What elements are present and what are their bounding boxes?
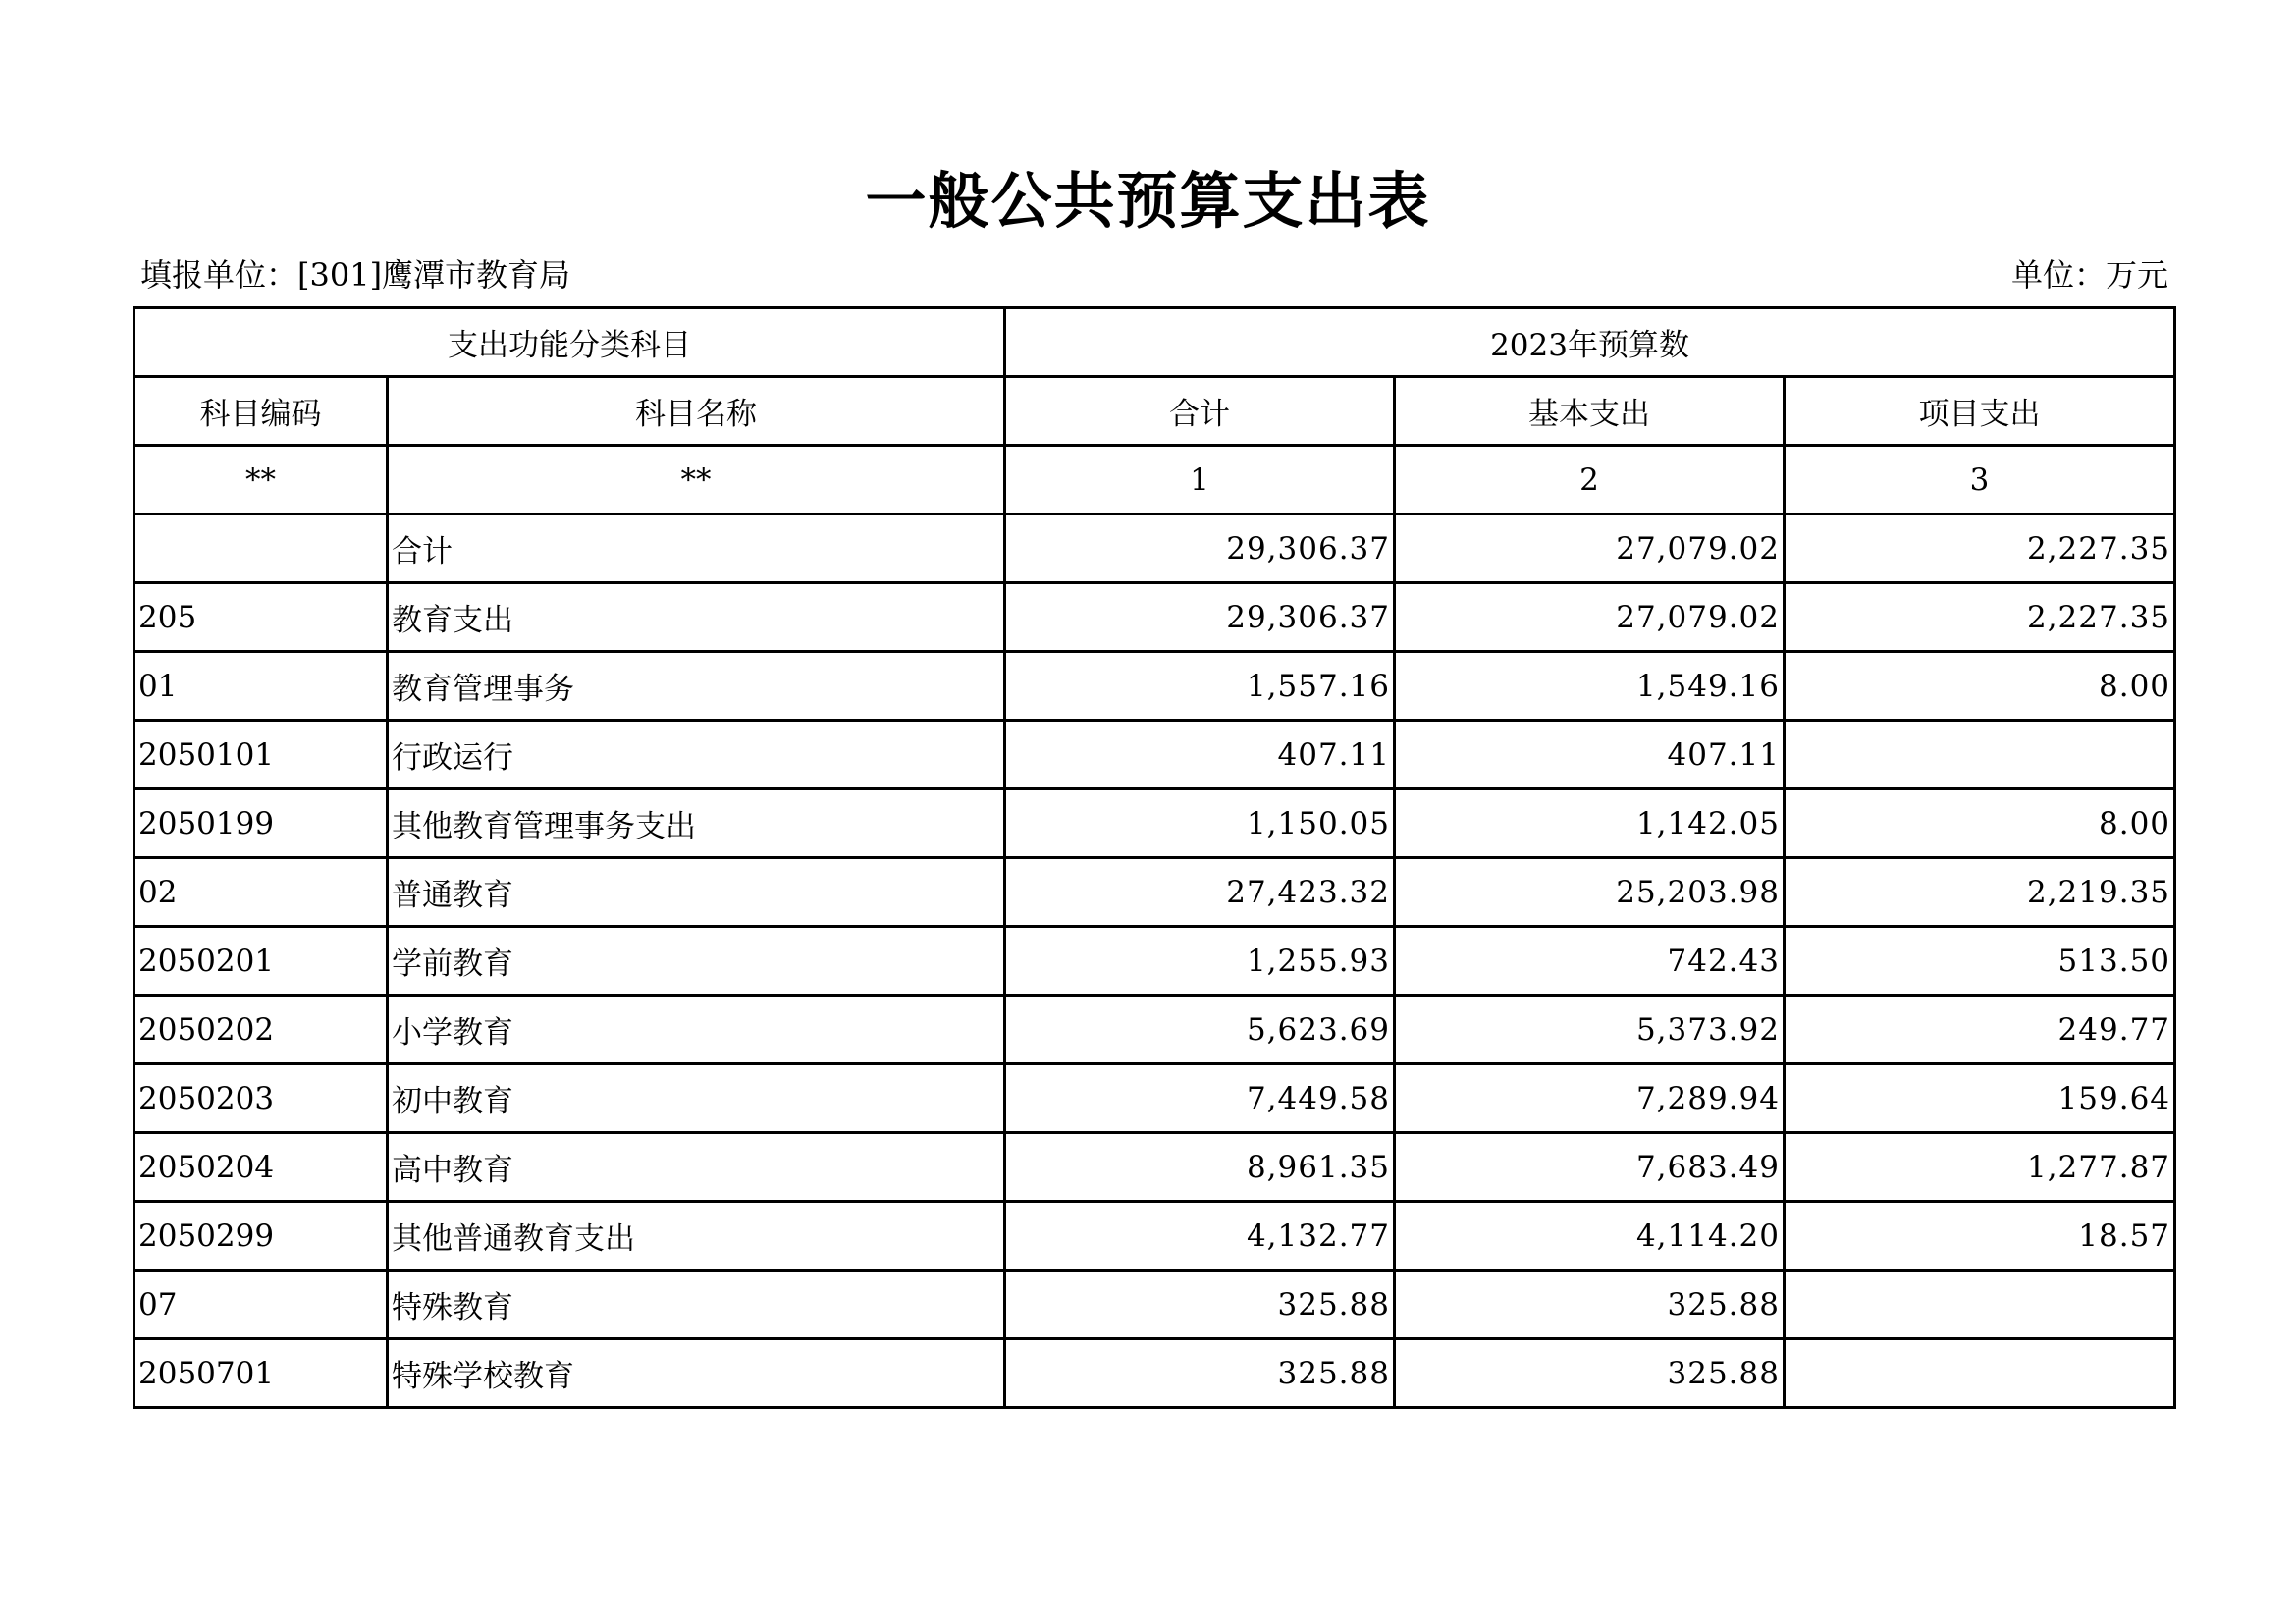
row-project: 18.57 xyxy=(1785,1202,2175,1271)
row-project: 1,277.87 xyxy=(1785,1133,2175,1202)
header-function-category: 支出功能分类科目 xyxy=(134,308,1005,377)
row-basic: 1,142.05 xyxy=(1395,789,1785,858)
row-total: 5,623.69 xyxy=(1005,996,1395,1064)
row-basic: 1,549.16 xyxy=(1395,652,1785,721)
index-basic: 2 xyxy=(1395,446,1785,514)
table-row xyxy=(134,858,2175,927)
row-name: 初中教育 xyxy=(388,1064,1005,1133)
currency-unit: 单位：万元 xyxy=(2010,256,2168,294)
row-total: 325.88 xyxy=(1005,1339,1395,1408)
row-total: 27,423.32 xyxy=(1005,858,1395,927)
row-code: 01 xyxy=(134,652,388,721)
row-project: 2,227.35 xyxy=(1785,514,2175,583)
row-code: 2050101 xyxy=(134,721,388,789)
row-total: 4,132.77 xyxy=(1005,1202,1395,1271)
table-row xyxy=(134,1064,2175,1133)
table-row xyxy=(134,514,2175,583)
table-row xyxy=(134,996,2175,1064)
page-title: 一般公共预算支出表 xyxy=(865,165,1431,237)
row-name: 小学教育 xyxy=(388,996,1005,1064)
index-name: ** xyxy=(388,446,1005,514)
row-total: 7,449.58 xyxy=(1005,1064,1395,1133)
row-basic: 4,114.20 xyxy=(1395,1202,1785,1271)
row-name: 高中教育 xyxy=(388,1133,1005,1202)
row-project: 249.77 xyxy=(1785,996,2175,1064)
header-budget-2023: 2023年预算数 xyxy=(1005,308,2175,377)
row-project: 2,227.35 xyxy=(1785,583,2175,652)
row-name: 普通教育 xyxy=(388,858,1005,927)
header-project: 项目支出 xyxy=(1785,377,2175,446)
row-code: 2050199 xyxy=(134,789,388,858)
index-total: 1 xyxy=(1005,446,1395,514)
row-name: 特殊学校教育 xyxy=(388,1339,1005,1408)
header-group-row xyxy=(134,308,2175,377)
row-basic: 325.88 xyxy=(1395,1339,1785,1408)
table-row xyxy=(134,927,2175,996)
reporting-unit: 填报单位：[301]鹰潭市教育局 xyxy=(140,256,571,294)
header-index-row xyxy=(134,446,2175,514)
row-total: 407.11 xyxy=(1005,721,1395,789)
row-total: 325.88 xyxy=(1005,1271,1395,1339)
row-code: 2050202 xyxy=(134,996,388,1064)
row-basic: 25,203.98 xyxy=(1395,858,1785,927)
row-code: 205 xyxy=(134,583,388,652)
row-basic: 27,079.02 xyxy=(1395,514,1785,583)
index-project: 3 xyxy=(1785,446,2175,514)
row-name: 行政运行 xyxy=(388,721,1005,789)
row-code: 2050203 xyxy=(134,1064,388,1133)
row-basic: 325.88 xyxy=(1395,1271,1785,1339)
row-basic: 7,289.94 xyxy=(1395,1064,1785,1133)
row-code: 2050201 xyxy=(134,927,388,996)
row-total: 1,150.05 xyxy=(1005,789,1395,858)
row-code: 02 xyxy=(134,858,388,927)
row-project xyxy=(1785,1271,2175,1339)
table-row xyxy=(134,652,2175,721)
row-basic: 407.11 xyxy=(1395,721,1785,789)
index-code: ** xyxy=(134,446,388,514)
row-total: 8,961.35 xyxy=(1005,1133,1395,1202)
row-name: 其他普通教育支出 xyxy=(388,1202,1005,1271)
header-basic: 基本支出 xyxy=(1395,377,1785,446)
row-project: 8.00 xyxy=(1785,789,2175,858)
row-code: 2050299 xyxy=(134,1202,388,1271)
table-row xyxy=(134,721,2175,789)
row-name: 合计 xyxy=(388,514,1005,583)
table-row xyxy=(134,583,2175,652)
header-code: 科目编码 xyxy=(134,377,388,446)
row-total: 29,306.37 xyxy=(1005,514,1395,583)
row-total: 1,255.93 xyxy=(1005,927,1395,996)
row-name: 教育支出 xyxy=(388,583,1005,652)
table-row xyxy=(134,1133,2175,1202)
header-total: 合计 xyxy=(1005,377,1395,446)
row-basic: 742.43 xyxy=(1395,927,1785,996)
row-name: 其他教育管理事务支出 xyxy=(388,789,1005,858)
budget-table xyxy=(133,306,2176,1409)
table-row xyxy=(134,1202,2175,1271)
row-basic: 7,683.49 xyxy=(1395,1133,1785,1202)
row-name: 学前教育 xyxy=(388,927,1005,996)
row-total: 1,557.16 xyxy=(1005,652,1395,721)
row-total: 29,306.37 xyxy=(1005,583,1395,652)
row-code: 2050701 xyxy=(134,1339,388,1408)
row-basic: 5,373.92 xyxy=(1395,996,1785,1064)
row-project: 513.50 xyxy=(1785,927,2175,996)
row-name: 教育管理事务 xyxy=(388,652,1005,721)
row-project: 159.64 xyxy=(1785,1064,2175,1133)
row-project: 8.00 xyxy=(1785,652,2175,721)
row-project xyxy=(1785,1339,2175,1408)
header-name: 科目名称 xyxy=(388,377,1005,446)
row-code: 2050204 xyxy=(134,1133,388,1202)
row-project xyxy=(1785,721,2175,789)
row-basic: 27,079.02 xyxy=(1395,583,1785,652)
table-row xyxy=(134,789,2175,858)
row-name: 特殊教育 xyxy=(388,1271,1005,1339)
row-code: 07 xyxy=(134,1271,388,1339)
table-row xyxy=(134,1271,2175,1339)
row-code xyxy=(134,514,388,583)
row-project: 2,219.35 xyxy=(1785,858,2175,927)
header-column-row xyxy=(134,377,2175,446)
table-row xyxy=(134,1339,2175,1408)
